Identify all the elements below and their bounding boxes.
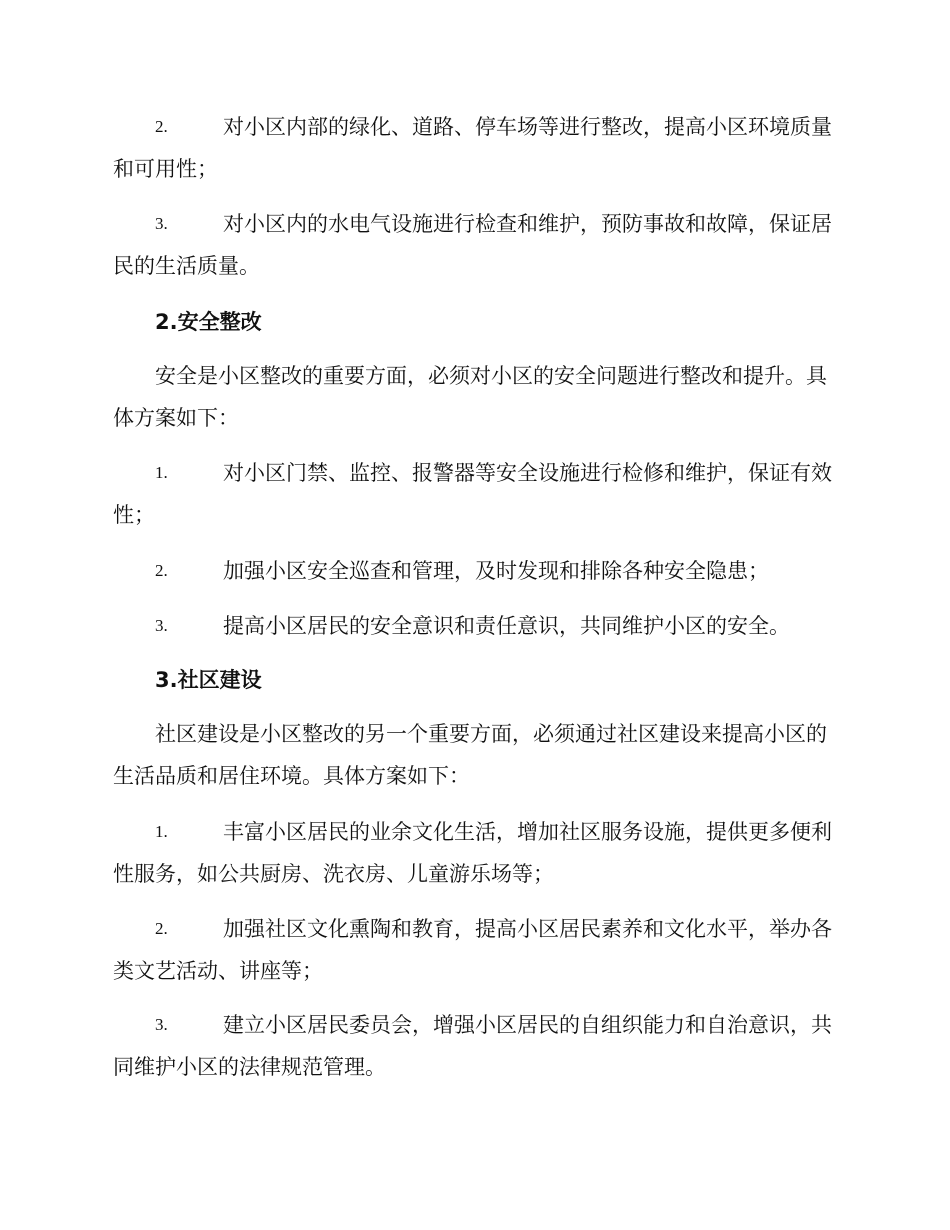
list-number: 2. (155, 561, 168, 580)
list-number: 3. (155, 1015, 168, 1034)
list-number: 2. (155, 919, 168, 938)
list-number: 3. (155, 214, 168, 233)
list-item (113, 1004, 833, 1088)
list-item (113, 811, 833, 895)
list-text: 对小区内的水电气设施进行检查和维护，预防事故和故障，保证居民的生活质量。 (113, 212, 832, 278)
list-item (113, 605, 833, 647)
list-item (113, 203, 833, 287)
list-text: 对小区门禁、监控、报警器等安全设施进行检修和维护，保证有效性； (113, 461, 832, 527)
list-item (113, 452, 833, 536)
list-number: 3. (155, 616, 168, 635)
list-text: 对小区内部的绿化、道路、停车场等进行整改，提高小区环境质量和可用性； (113, 115, 832, 181)
list-item (113, 908, 833, 992)
list-number: 1. (155, 463, 168, 482)
section-heading-safety: 2.安全整改 (155, 310, 262, 334)
list-text: 提高小区居民的安全意识和责任意识，共同维护小区的安全。 (223, 614, 790, 638)
list-text: 建立小区居民委员会，增强小区居民的自组织能力和自治意识，共同维护小区的法律规范管理。 (113, 1013, 832, 1079)
list-number: 1. (155, 822, 168, 841)
community-intro-paragraph: 社区建设是小区整改的另一个重要方面，必须通过社区建设来提高小区的生活品质和居住环境。具体方案如下： (113, 722, 827, 788)
list-item (113, 106, 833, 190)
list-number: 2. (155, 117, 168, 136)
list-text: 丰富小区居民的业余文化生活，增加社区服务设施，提供更多便利性服务，如公共厨房、洗衣房、儿童游乐场等； (113, 820, 832, 886)
list-item (113, 550, 833, 592)
list-text: 加强小区安全巡查和管理，及时发现和排除各种安全隐患； (223, 559, 769, 583)
list-text: 加强社区文化熏陶和教育，提高小区居民素养和文化水平，举办各类文艺活动、讲座等； (113, 917, 832, 983)
safety-intro-paragraph: 安全是小区整改的重要方面，必须对小区的安全问题进行整改和提升。具体方案如下： (113, 364, 827, 430)
section-heading-community: 3.社区建设 (155, 668, 262, 692)
